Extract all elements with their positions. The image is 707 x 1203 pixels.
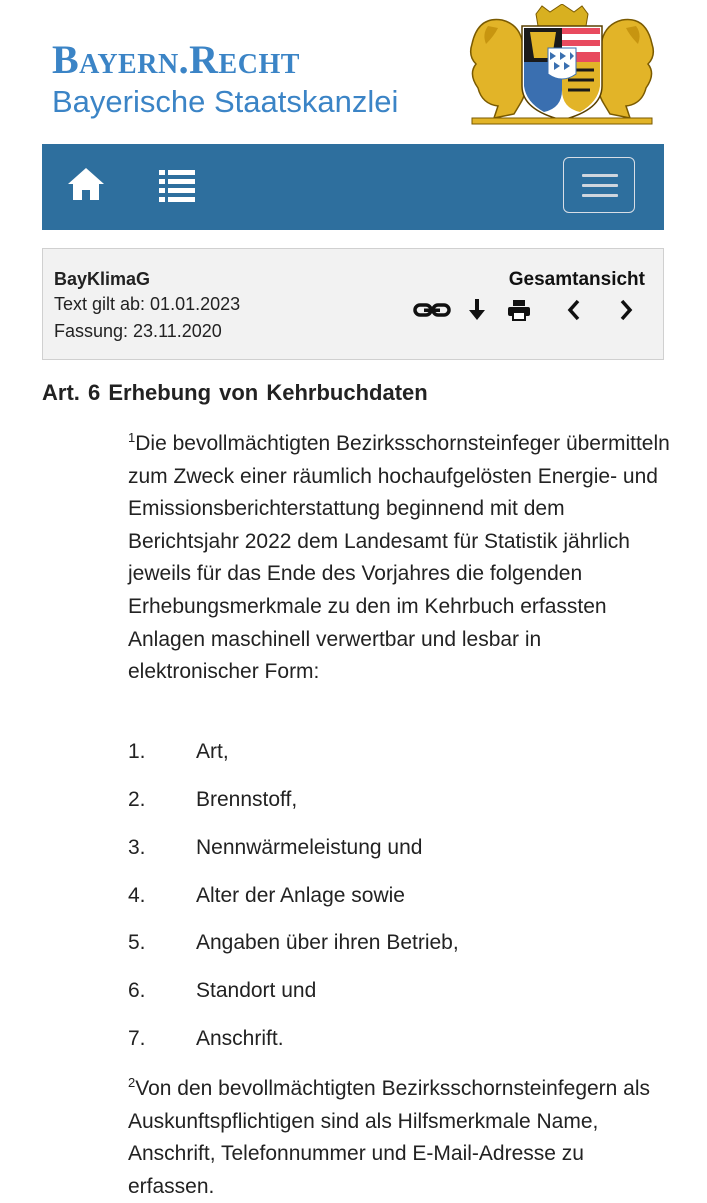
list-item-text: Anschrift.: [196, 1027, 284, 1050]
valid-from-date: Text gilt ab: 01.01.2023: [54, 294, 241, 314]
list-item-number: 5.: [128, 931, 146, 954]
list-item-number: 3.: [128, 836, 146, 859]
document-info-panel: [42, 248, 664, 360]
list-item-number: 6.: [128, 979, 146, 1002]
list-item-text: Nennwärmeleistung und: [196, 836, 423, 859]
list-item-text: Brennstoff,: [196, 788, 298, 811]
list-icon[interactable]: [157, 166, 197, 206]
site-subtitle: Bayerische Staatskanzlei: [52, 84, 399, 119]
list-item-number: 7.: [128, 1027, 146, 1050]
chevron-left-icon[interactable]: [565, 297, 583, 323]
download-icon[interactable]: [467, 297, 487, 323]
hamburger-menu-icon: [582, 174, 618, 177]
full-view-link[interactable]: Gesamtansicht: [508, 269, 645, 290]
list-item-number: 4.: [128, 884, 146, 907]
hamburger-bar: [582, 194, 618, 197]
law-abbreviation: BayKlimaG: [54, 269, 151, 289]
home-icon[interactable]: [66, 164, 106, 204]
paragraph-text: Die bevollmächtigten Bezirksschornsteinfeger übermitteln zum Zweck einer räumlich hochaufgelösten Energie- und Emissionsberichterstattung beginnend mit dem Berichtsjahr 2022 dem Landesamt für Statistik jährlich jeweils für das Ende des Vorjahres die folgenden Erhebungsmerkmale zu den im Kehrbuch erfassten Anlagen maschinell verwertbar und lesbar in elektronischer Form:: [128, 432, 670, 684]
hamburger-bar: [582, 184, 618, 187]
sentence-number: 1: [128, 430, 136, 445]
article-paragraph-1: [128, 428, 676, 689]
bavarian-coat-of-arms-logo: [464, 4, 660, 126]
hamburger-menu-button[interactable]: [563, 157, 635, 213]
site-header: [42, 0, 664, 140]
site-title[interactable]: Bayern.Recht: [52, 37, 300, 82]
list-item-text: Art,: [196, 740, 229, 763]
list-item-number: 1.: [128, 740, 146, 763]
main-navbar: [42, 144, 664, 230]
paragraph-text: Von den bevollmächtigten Bezirksschornsteinfegern als Auskunftspflichtigen sind als Hilfsmerkmale Name, Anschrift, Telefonnummer und E-Mail-Adresse zu erfassen.: [128, 1077, 651, 1198]
article-heading: Art. 6 Erhebung von Kehrbuchdaten: [42, 380, 428, 405]
chevron-right-icon[interactable]: [617, 297, 635, 323]
link-icon[interactable]: [413, 297, 451, 323]
version-date: Fassung: 23.11.2020: [54, 321, 222, 341]
list-item-number: 2.: [128, 788, 146, 811]
list-item-text: Alter der Anlage sowie: [196, 884, 405, 907]
print-icon[interactable]: [507, 297, 531, 323]
article-paragraph-2: [128, 1073, 676, 1203]
list-item-text: Standort und: [196, 979, 317, 1002]
sentence-number: 2: [128, 1075, 136, 1090]
list-item-text: Angaben über ihren Betrieb,: [196, 931, 459, 954]
